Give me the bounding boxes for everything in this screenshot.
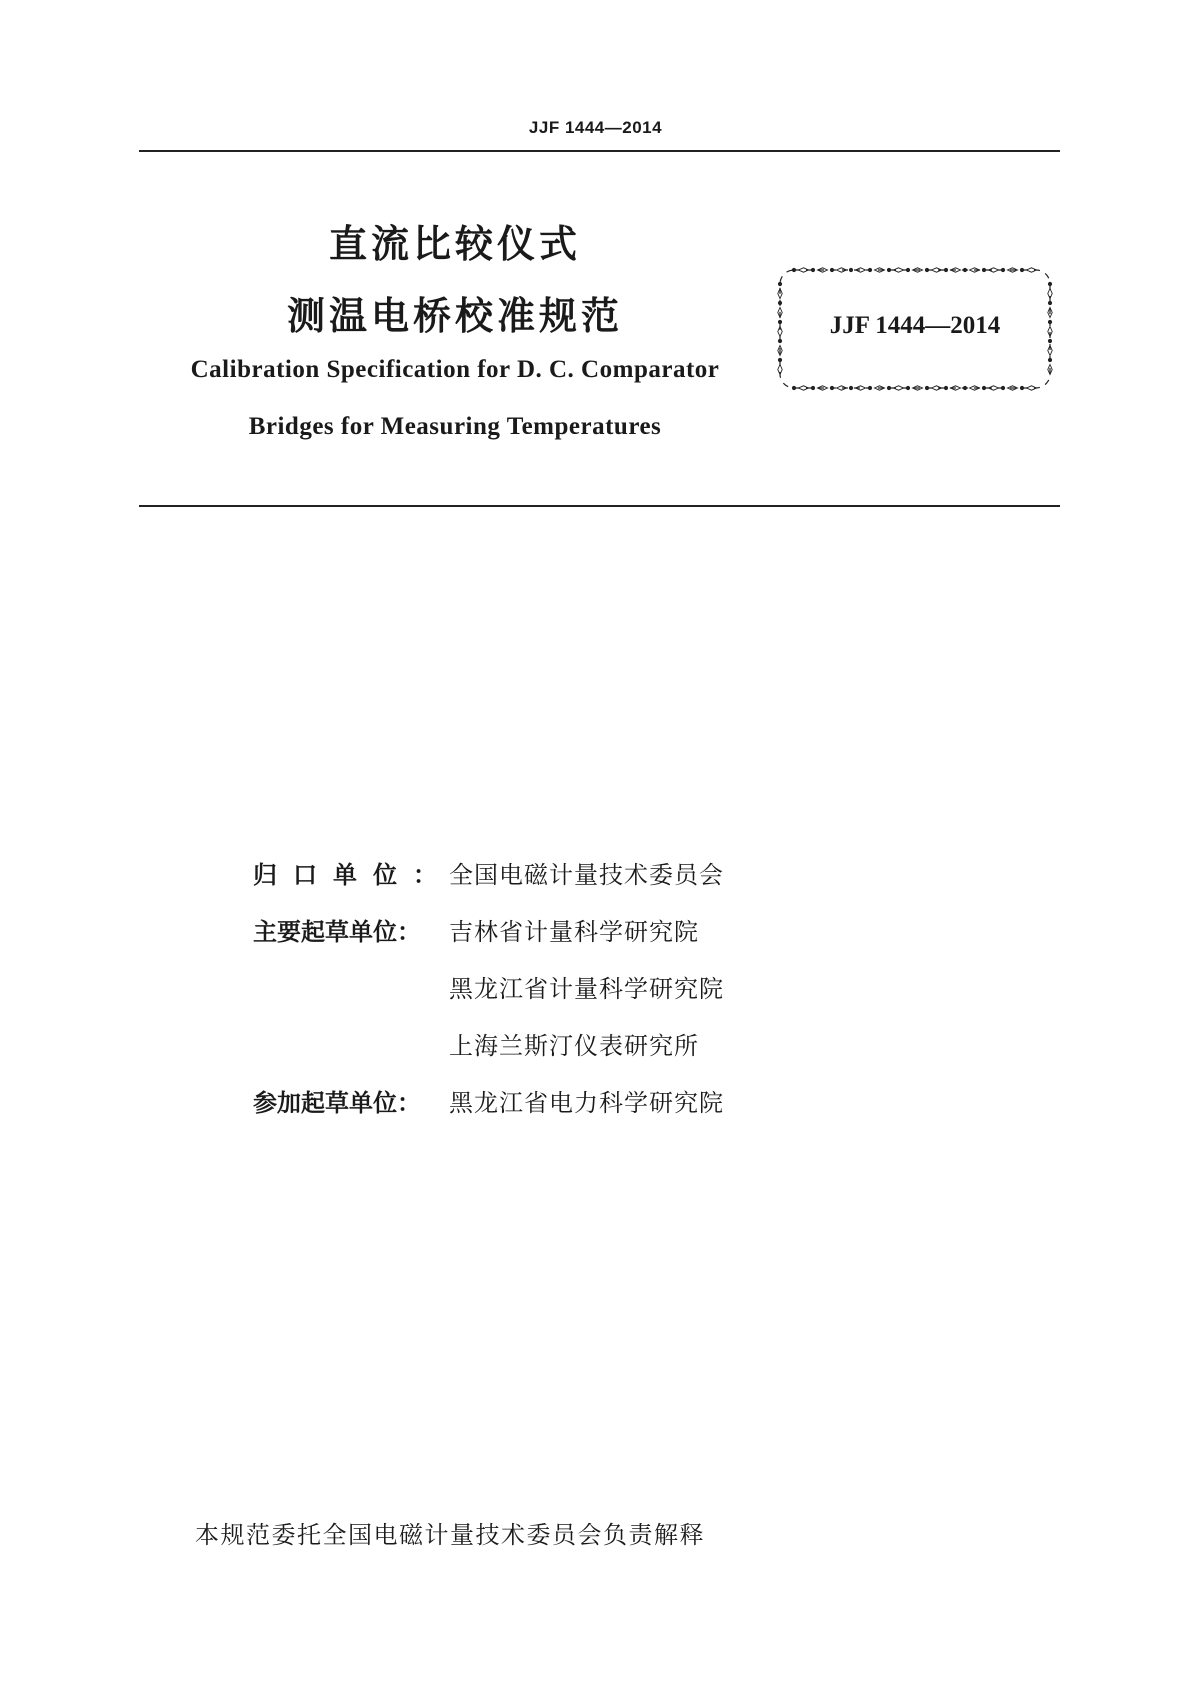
title-chinese-line-1: 直流比较仪式 (328, 222, 581, 266)
border-dot (1048, 301, 1052, 305)
border-dot (887, 386, 891, 390)
border-dot (982, 386, 986, 390)
border-dot (868, 268, 872, 272)
top-divider (139, 150, 1060, 152)
border-dot (944, 268, 948, 272)
participating-drafting-label: 参加起草单位： (253, 1089, 421, 1117)
border-dot (1001, 268, 1005, 272)
border-dot (925, 386, 929, 390)
interpretation-note: 本规范委托全国电磁计量技术委员会负责解释 (195, 1521, 705, 1549)
border-dot (868, 386, 872, 390)
border-dot (906, 268, 910, 272)
standard-code-box-text: JJF 1444—2014 (829, 312, 1001, 339)
main-drafting-label: 主要起草单位： (253, 918, 421, 946)
border-dot (849, 386, 853, 390)
border-dot (944, 386, 948, 390)
border-dot (1001, 386, 1005, 390)
border-dot (849, 268, 853, 272)
border-dot (1048, 282, 1052, 286)
main-drafting-value-2: 黑龙江省计量科学研究院 (449, 975, 724, 1003)
border-dot (982, 268, 986, 272)
border-dot (792, 386, 796, 390)
title-chinese-line-2: 测温电桥校准规范 (286, 294, 623, 338)
border-dot (778, 301, 782, 305)
border-dot (778, 358, 782, 362)
main-drafting-value-3: 上海兰斯汀仪表研究所 (449, 1032, 699, 1060)
main-drafting-value-1: 吉林省计量科学研究院 (449, 918, 699, 946)
page-header-standard-code: JJF 1444—2014 (528, 118, 663, 137)
participating-drafting-value: 黑龙江省电力科学研究院 (449, 1089, 724, 1117)
standard-code-box (776, 266, 1054, 392)
border-dot (887, 268, 891, 272)
border-dot (778, 282, 782, 286)
responsible-unit-label: 归口单位： (253, 861, 453, 889)
border-dot (925, 268, 929, 272)
border-dot (811, 268, 815, 272)
title-english-line-2: Bridges for Measuring Temperatures (248, 413, 662, 440)
responsible-unit-value: 全国电磁计量技术委员会 (449, 861, 724, 889)
title-english-line-1: Calibration Specification for D. C. Comparator (190, 356, 720, 383)
border-dot (830, 268, 834, 272)
border-dot (963, 268, 967, 272)
border-dot (1048, 358, 1052, 362)
border-dot (830, 386, 834, 390)
border-dot (963, 386, 967, 390)
border-dot (811, 386, 815, 390)
border-dot (792, 268, 796, 272)
border-dot (906, 386, 910, 390)
bottom-divider (139, 505, 1060, 507)
border-dot (1020, 386, 1024, 390)
border-dot (1020, 268, 1024, 272)
